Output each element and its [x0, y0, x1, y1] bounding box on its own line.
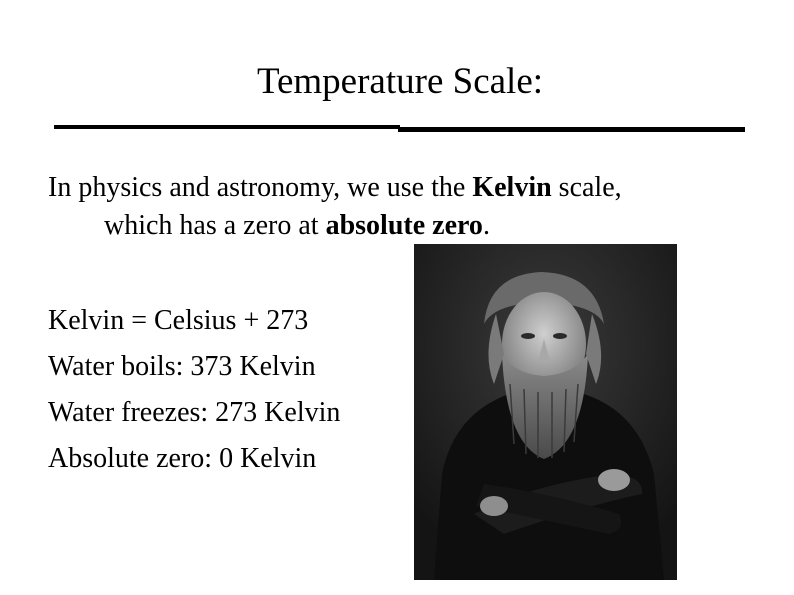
fact-water-freezes: Water freezes: 273 Kelvin: [48, 397, 341, 428]
intro-bold-absolute-zero: absolute zero: [325, 210, 483, 241]
fact-water-boils: Water boils: 373 Kelvin: [48, 351, 316, 382]
title-underline-right: [398, 127, 745, 132]
intro-bold-kelvin: Kelvin: [472, 172, 552, 203]
intro-text-3: which has a zero at: [104, 210, 326, 241]
fact-absolute-zero: Absolute zero: 0 Kelvin: [48, 443, 317, 474]
intro-line-2: [48, 207, 748, 245]
intro-text-2: scale,: [551, 172, 622, 203]
portrait-photo: [414, 244, 677, 580]
intro-text-4: .: [482, 210, 490, 241]
intro-paragraph: [48, 169, 748, 245]
facts-list: [48, 298, 408, 482]
intro-text-1: In physics and astronomy, we use the: [48, 172, 473, 203]
fact-kelvin-formula: Kelvin = Celsius + 273: [48, 305, 309, 336]
portrait-illustration: [414, 244, 677, 580]
slide-title: Temperature Scale:: [256, 61, 544, 102]
title-underline-left: [54, 125, 400, 129]
